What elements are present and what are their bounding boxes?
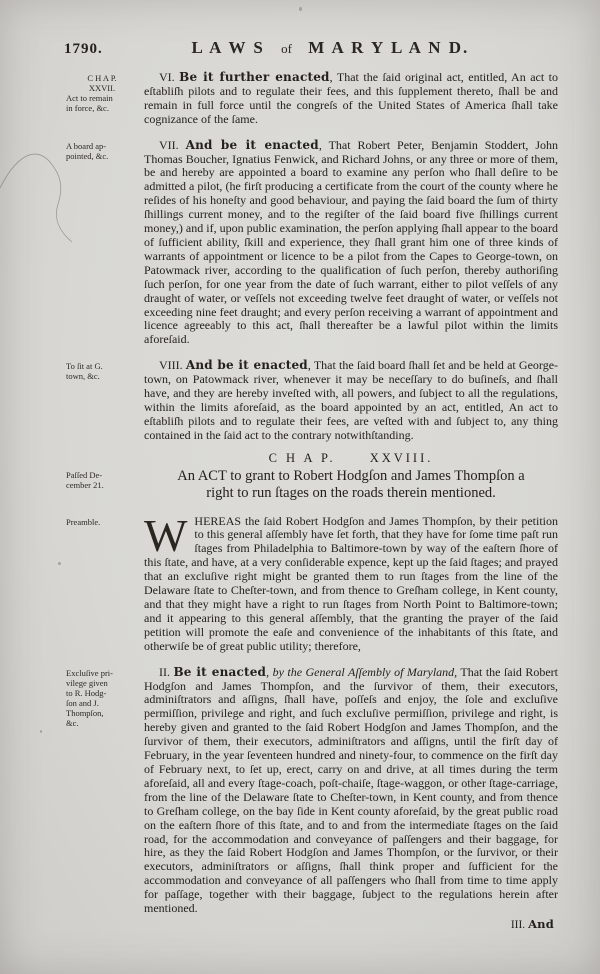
text-run: ,: [266, 664, 273, 679]
title-laws: L A W S: [191, 38, 265, 57]
title-of: of: [281, 41, 292, 56]
page-content: [64, 38, 558, 933]
page-header: [64, 38, 558, 58]
block-row-para: [64, 71, 558, 127]
scan-speck: [299, 7, 302, 11]
text-run: Be it enacted: [173, 664, 267, 679]
block-body: [144, 509, 558, 654]
margin-note-line: &c.: [66, 717, 79, 728]
margin-note: [64, 71, 144, 127]
act-paragraph: [144, 359, 558, 442]
text-run: HEREAS the ſaid Robert Hodgſon and James Thompſon, by their petition to this general aſſembly have ſet forth, that they have for ſome time paſt run ſtages from Philadelphia to Baltimore-town by way of the eaſtern ſhore of this ſtate, and have, at a very conſiderable expence, kept up the ſaid ſtages; and prayed that an excluſive right might be granted them to run ſtages from the line of the Delaware ſtate to Cheſter-town, and from thence to Greſham college, in Kent county, and that they might have a right to run ſtages from North Point to Baltimore-town; and it appearing to this general aſſembly, that the granting the prayer of the ſaid petition will promote the eaſe and convenience of the inhabitants of this ſtate, and otherwiſe be of great public utility; therefore,: [144, 513, 558, 653]
margin-note-line: to R. Hodg-: [66, 687, 107, 698]
margin-note-line: pointed, &c.: [66, 150, 109, 161]
text-run: , That the ſaid original act, entitled, An act to eſtabliſh pilots and to regulate their fees, and this ſupplement thereto, ſhall be and remain in full force until the congreſs of the United States of America ſhall take cognizance of the ſame.: [144, 70, 558, 126]
margin-note-line: in force, &c.: [66, 103, 109, 113]
margin-note-line: Thompſon,: [66, 707, 104, 718]
block-body: [144, 71, 558, 127]
margin-note: [64, 452, 144, 466]
margin-note-line: C H A P.: [87, 73, 117, 83]
margin-note: [64, 359, 144, 442]
margin-note: [64, 468, 144, 503]
scan-speck: [58, 562, 61, 565]
margin-note: [64, 515, 144, 654]
text-run: And: [528, 916, 554, 931]
act-title-line: An ACT to grant to Robert Hodgſon and James Thompſon a: [177, 467, 525, 484]
margin-note-line: Excluſive pri-: [66, 667, 113, 678]
act-title-line: right to run ſtages on the roads therein mentioned.: [206, 485, 496, 502]
text-run: VII.: [159, 137, 186, 152]
margin-note-line: cember 21.: [66, 479, 104, 490]
text-run: II.: [159, 664, 174, 679]
act-text-blocks: [64, 71, 558, 933]
margin-note-line: XXVII.: [88, 83, 116, 93]
margin-note: [64, 918, 144, 933]
margin-note: [64, 666, 144, 916]
margin-note-line: To ſit at G.: [66, 361, 103, 372]
block-body: [144, 452, 558, 466]
text-run: , That Robert Peter, Benjamin Stoddert, John Thomas Boucher, Ignatius Fenwick, and Richard Johns, or any three or more of them, be and hereby are appointed a board to examine any perſon who ſhall deſire to be admitted a pilot, (he firſt producing a certificate from the court of the county where he reſides of his honeſty and good behaviour, and paying the ſaid board the ſum of thirty ſhillings current money, and to the regiſter of the ſaid board five ſhillings current money,) and if, upon public examination, the perſon applying ſhall appear to the board of ſufficient ability, ſkill and experience, they ſhall grant him one of three kinds of warrants of appointment or licence to be a pilot from the Capes to George-town, on Patowmack river, according to the qualification of ſuch perſon, thereby authoriſing ſuch perſon, for one year from the date of ſuch warrant, either to pilot veſſels of any draught of water, or veſſels not exceeding twelve feet draught of water, or veſſels not exceeding nine feet draught; and every perſon receiving a warrant of appointment and licence agreeably to this act, ſhall thereafter be a lawful pilot within the limits aforeſaid.: [144, 137, 558, 347]
block-body: [144, 666, 558, 916]
text-run: Be it further enacted: [179, 70, 330, 84]
margin-note-line: town, &c.: [66, 371, 100, 382]
drop-cap: W: [144, 509, 188, 561]
title-maryland: M A R Y L A N D.: [308, 38, 470, 57]
block-body: [144, 468, 558, 503]
block-row-catchword: [64, 918, 558, 933]
block-row-para: [64, 666, 558, 916]
margin-note-line: ſon and J.: [66, 697, 99, 708]
catchword: [144, 918, 558, 933]
block-row-chap: [64, 452, 558, 466]
margin-note-line: A board ap-: [66, 140, 107, 151]
act-paragraph: [144, 666, 558, 916]
act-paragraph: [144, 71, 558, 127]
margin-note-line: Act to remain: [66, 93, 113, 103]
block-row-para: [64, 509, 558, 654]
block-body: [144, 139, 558, 348]
text-run: III.: [510, 918, 529, 931]
text-run: , That the ſaid board ſhall ſet and be held at George-town, on Patowmack river, whenever it may be neceſſary to do buſineſs, and ſhall have, and they are hereby inveſted with, all powers, and ſubject to all the regulations, within the limits aforeſaid, as the board appointed by an act, entitled, An act to eſtabliſh pilots and to regulate their fees, are veſted with and ſubject to, any thing contained in the ſaid act to the contrary notwithſtanding.: [144, 358, 559, 442]
act-paragraph: [144, 509, 558, 654]
text-run: And be it enacted: [185, 137, 319, 152]
block-body: [144, 359, 558, 442]
block-row-para: [64, 359, 558, 442]
margin-note: [64, 139, 144, 348]
year-label: 1790.: [64, 41, 103, 57]
text-run: That the ſaid Robert Hodgſon and James Thompſon, and the ſurvivor of them, their executors, adminiſtrators and aſſigns, ſhall have, poſſeſs and enjoy, the ſole and excluſive permiſſion, privilege and right, and ſuch excluſive permiſſion, privilege and right, is hereby given and granted to the ſaid Robert Hodgſon and James Thompſon, and the ſurvivor of them, their executors, adminiſtrators and aſſigns, until the firſt day of February, in the year ſeventeen hundred and ninety-four, to commence on the firſt day of February next, to ſet up, erect, carry on and drive, at all times during the term aforeſaid, all and every ſtage-coach, poſt-chaiſe, ſtage-waggon, or other ſtage-carriage, from the line of the Delaware ſtate to Cheſter-town, in Kent county, and from thence to Greſham college, on the bay ſide in Kent county aforeſaid, by the great public road on the eaſtern ſhore of this ſtate, and to and from the intermediate ſtages on the ſaid road, for the accommodation and conveyance of paſſengers and their baggage, for hire, as they the ſaid Robert Hodgſon and James Thompſon, or the ſurvivor, or their executors, adminiſtrators or aſſigns, ſhall think proper and ſufficient for the accommodation and conveyance of all paſſengers who ſhall from time to time apply for paſſage, together with their baggage, ſubject to the regulations herein after mentioned.: [144, 664, 558, 916]
chapter-heading-left: C H A P.: [268, 450, 336, 465]
scan-speck: [40, 730, 42, 733]
text-run: VIII.: [159, 358, 186, 373]
margin-note-line: Paſſed De-: [66, 469, 103, 480]
text-run: VI.: [159, 70, 180, 84]
act-paragraph: [144, 139, 558, 348]
page-title: [103, 38, 558, 58]
block-row-title: [64, 468, 558, 503]
block-row-para: [64, 139, 558, 348]
chapter-heading: [144, 452, 558, 466]
chapter-heading-number: XXVIII.: [369, 450, 434, 465]
margin-note-line: vilege given: [66, 677, 108, 688]
text-run: by the General Aſſembly of Maryland,: [272, 664, 458, 679]
margin-note-line: Preamble.: [66, 516, 101, 527]
text-run: And be it enacted: [185, 358, 308, 373]
block-body: [144, 918, 558, 933]
